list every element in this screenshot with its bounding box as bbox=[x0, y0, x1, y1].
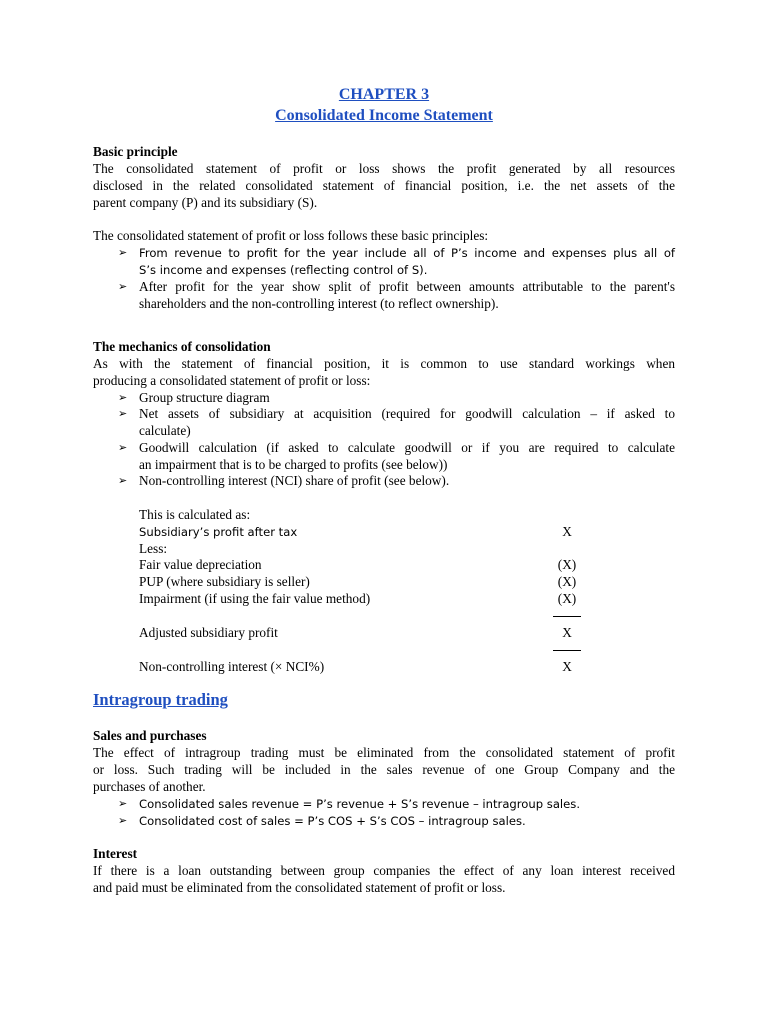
calc-row-label: Impairment (if using the fair value method) bbox=[139, 591, 371, 606]
bullet-item bbox=[139, 390, 675, 407]
bullet-line: S’s income and expenses (reflecting control of S). bbox=[139, 262, 428, 277]
paragraph-line: As with the statement of financial position, it is common to use standard workings when bbox=[93, 356, 675, 371]
bullet-item: Consolidated cost of sales = P’s COS + S’s COS – intragroup sales. bbox=[139, 814, 526, 828]
arrow-bullet-icon: ➢ bbox=[118, 797, 128, 810]
paragraph-line: or loss. Such trading will be included in the sales revenue of one Group Company and the bbox=[93, 761, 675, 777]
bullet-line: From revenue to profit for the year include all of P’s income and expenses plus all of bbox=[139, 246, 675, 260]
bullet-item bbox=[139, 245, 675, 279]
calc-row-label: Subsidiary’s profit after tax bbox=[139, 525, 298, 539]
arrow-bullet-icon: ➢ bbox=[118, 246, 128, 259]
calc-row-label: Non-controlling interest (× NCI%) bbox=[139, 659, 325, 674]
interest-paragraph bbox=[93, 863, 675, 897]
bullet-item: Consolidated sales revenue = P’s revenue + S’s revenue – intragroup sales. bbox=[139, 797, 581, 811]
basic-principle-heading: Basic principle bbox=[93, 144, 178, 159]
intragroup-section-heading: Intragroup trading bbox=[93, 690, 228, 709]
calc-row-label: Less: bbox=[139, 541, 168, 556]
calc-row-value: X bbox=[562, 659, 572, 674]
arrow-bullet-icon: ➢ bbox=[118, 407, 128, 420]
paragraph-line: purchases of another. bbox=[93, 778, 206, 794]
calc-row-value: (X) bbox=[557, 591, 577, 606]
basic-principle-paragraph bbox=[93, 161, 675, 211]
paragraph-line: producing a consolidated statement of profit or loss: bbox=[93, 372, 371, 388]
calc-row-label: Fair value depreciation bbox=[139, 557, 262, 572]
calc-row-value: X bbox=[562, 524, 572, 539]
arrow-bullet-icon: ➢ bbox=[118, 391, 128, 404]
arrow-bullet-icon: ➢ bbox=[118, 474, 128, 487]
bullet-item bbox=[139, 440, 675, 474]
bullet-item bbox=[139, 279, 675, 313]
bullet-line: Goodwill calculation (if asked to calculate goodwill or if you are required to calculate bbox=[139, 440, 675, 455]
chapter-number: CHAPTER 3 bbox=[338, 86, 430, 103]
interest-heading: Interest bbox=[93, 846, 138, 861]
paragraph-line: parent company (P) and its subsidiary (S). bbox=[93, 194, 318, 210]
calc-row-label: PUP (where subsidiary is seller) bbox=[139, 574, 310, 589]
bullet-line: After profit for the year show split of profit between amounts attributable to the parent's bbox=[139, 279, 675, 294]
paragraph-line: disclosed in the related consolidated statement of financial position, i.e. the net assets of the bbox=[93, 177, 675, 193]
bullet-item bbox=[139, 406, 675, 440]
paragraph-line: The effect of intragroup trading must be eliminated from the consolidated statement of profit bbox=[93, 745, 675, 760]
bullet-line: Net assets of subsidiary at acquisition (required for goodwill calculation – if asked to bbox=[139, 406, 675, 421]
basic-principle-intro: The consolidated statement of profit or loss follows these basic principles: bbox=[93, 228, 489, 243]
calc-intro: This is calculated as: bbox=[139, 507, 251, 522]
bullet-line: shareholders and the non-controlling interest (to reflect ownership). bbox=[139, 295, 499, 311]
subtotal-rule bbox=[553, 650, 581, 651]
paragraph-line: If there is a loan outstanding between group companies the effect of any loan interest received bbox=[93, 863, 675, 878]
bullet-line: an impairment that is to be charged to profits (see below)) bbox=[139, 456, 448, 472]
subtotal-rule bbox=[553, 616, 581, 617]
mechanics-heading: The mechanics of consolidation bbox=[93, 339, 271, 354]
bullet-line: Non-controlling interest (NCI) share of profit (see below). bbox=[139, 473, 450, 488]
calc-row-value: X bbox=[562, 625, 572, 640]
calc-row-value: (X) bbox=[557, 574, 577, 589]
calc-row-label: Adjusted subsidiary profit bbox=[139, 625, 278, 640]
arrow-bullet-icon: ➢ bbox=[118, 441, 128, 454]
bullet-item bbox=[139, 473, 675, 490]
arrow-bullet-icon: ➢ bbox=[118, 814, 128, 827]
arrow-bullet-icon: ➢ bbox=[118, 280, 128, 293]
bullet-line: Group structure diagram bbox=[139, 390, 270, 405]
bullet-line: calculate) bbox=[139, 422, 191, 438]
paragraph-line: The consolidated statement of profit or loss shows the profit generated by all resources bbox=[93, 161, 675, 176]
paragraph-line: and paid must be eliminated from the consolidated statement of profit or loss. bbox=[93, 879, 506, 895]
mechanics-paragraph bbox=[93, 356, 675, 390]
sales-heading: Sales and purchases bbox=[93, 728, 207, 743]
chapter-title: Consolidated Income Statement bbox=[275, 107, 493, 124]
sales-paragraph bbox=[93, 745, 675, 795]
calc-row-value: (X) bbox=[557, 557, 577, 572]
